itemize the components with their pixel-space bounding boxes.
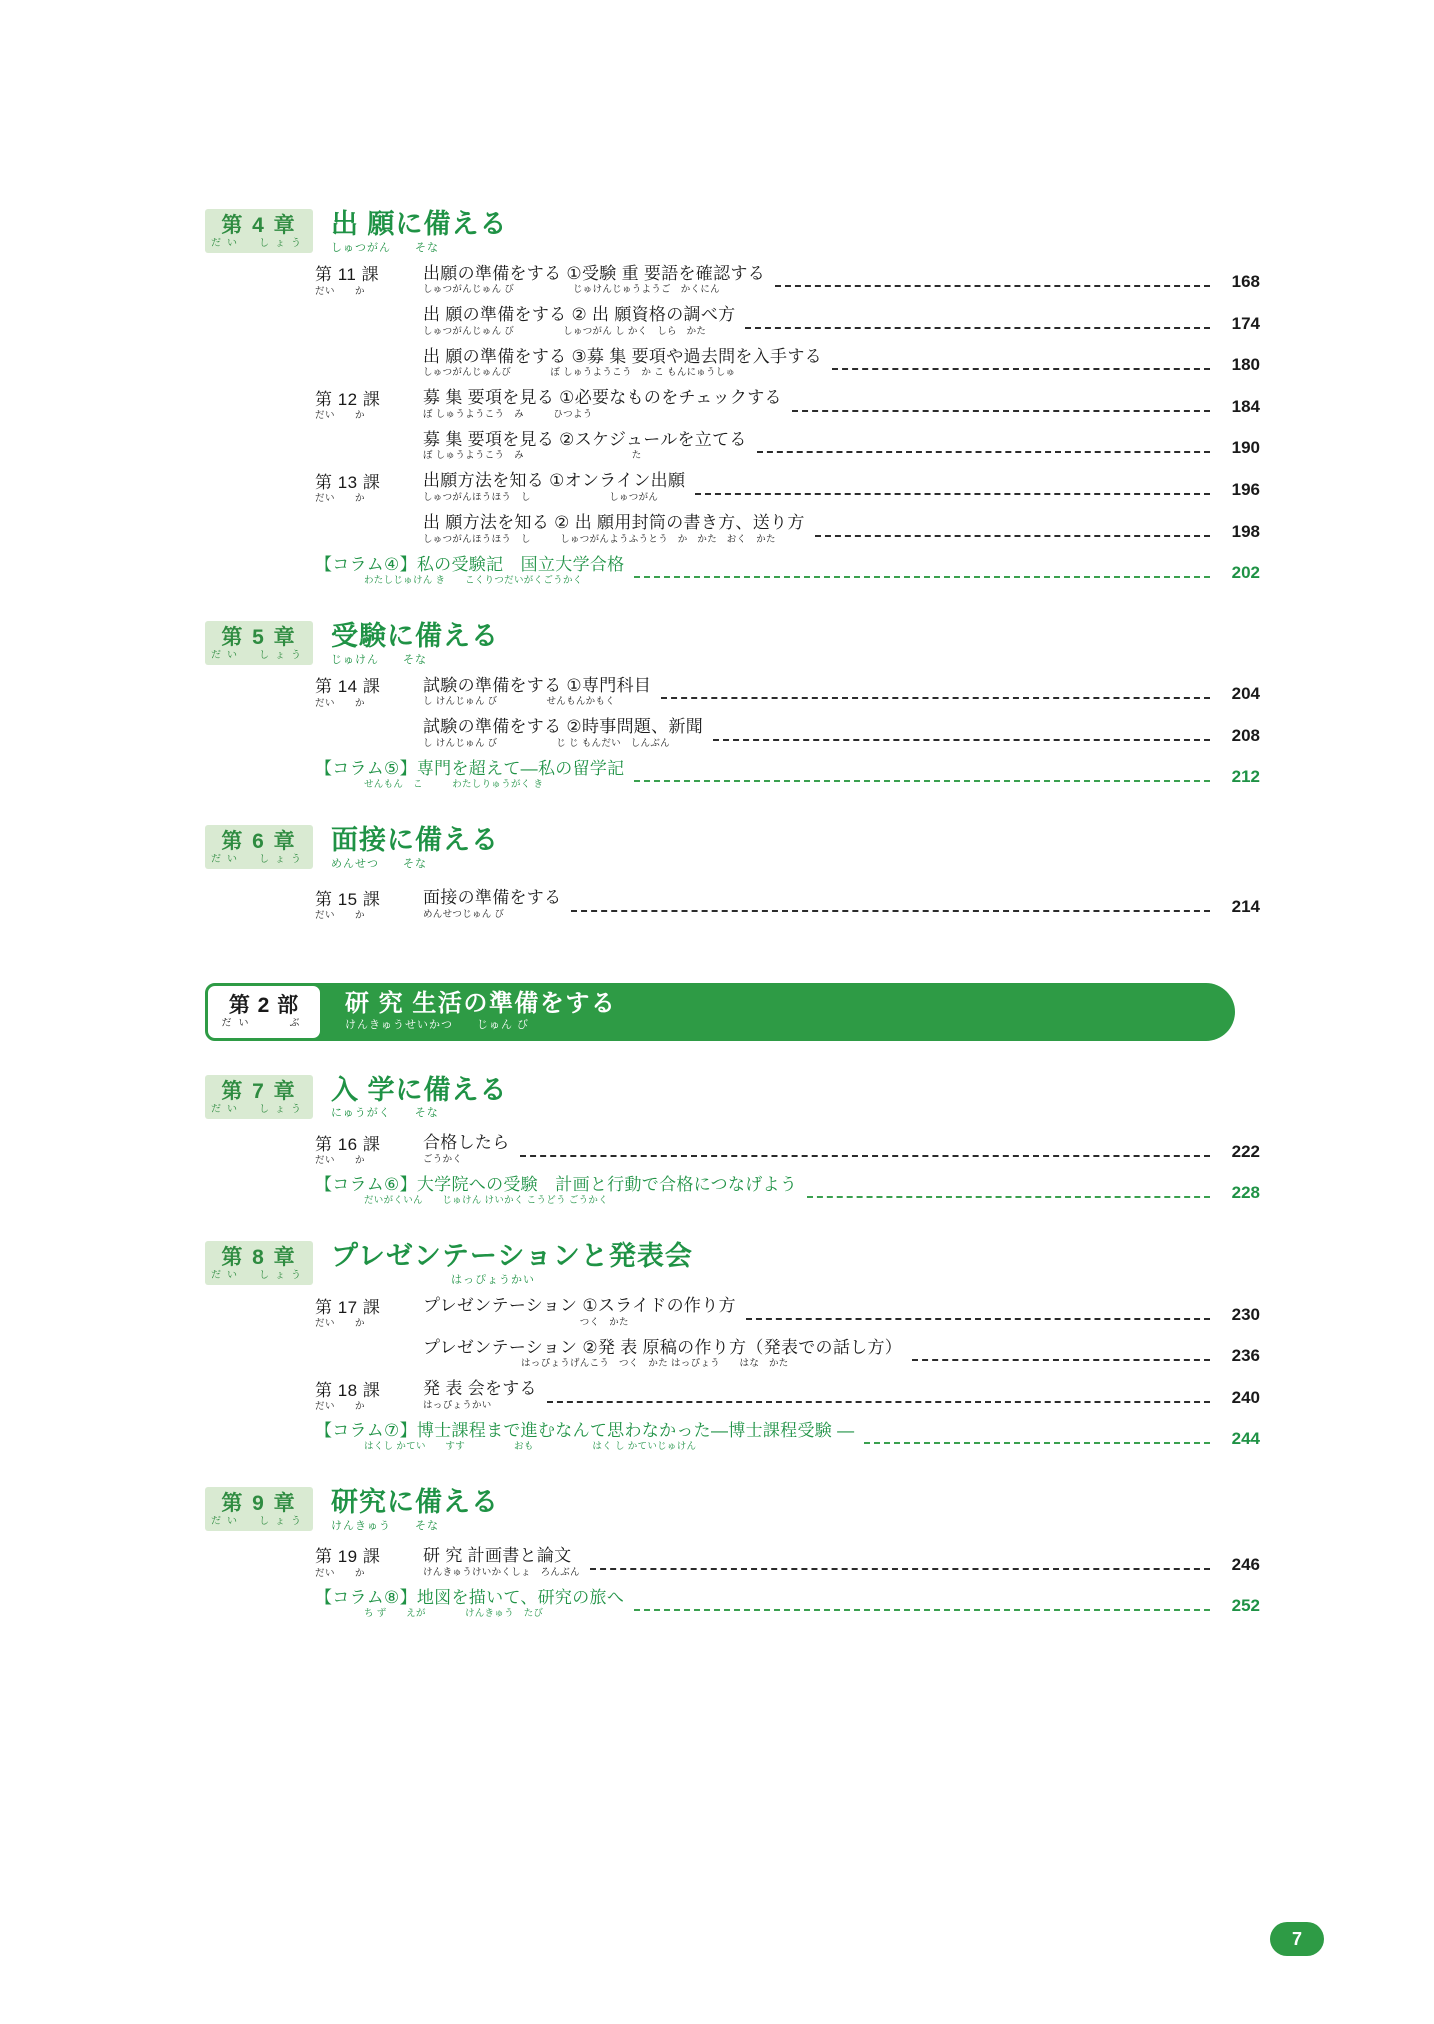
entry-title-text: 【コラム④】私の受験記 国立大学合格 bbox=[315, 554, 625, 574]
chapter-badge-label: 第 5 章 bbox=[221, 626, 297, 650]
entry-title-text: 研 究 計画書と論文 bbox=[423, 1545, 572, 1565]
entry-page-number: 180 bbox=[1231, 355, 1260, 375]
lesson-number-text: 第 18 課 bbox=[315, 1380, 381, 1400]
entry-title-ruby: しゅつがんじゅんび ぼ しゅうようこう か こ もんにゅうしゅ bbox=[423, 367, 736, 379]
entry-page-number: 204 bbox=[1231, 684, 1260, 704]
entry-title-ruby: し けんじゅん び せんもんかもく bbox=[423, 696, 616, 708]
chapter-badge-5 bbox=[205, 621, 313, 665]
entry-title-text: 募 集 要項を見る ①必要なものをチェックする bbox=[423, 388, 782, 408]
entry-page-number: 184 bbox=[1231, 396, 1260, 416]
chapter-badge-label: 第 6 章 bbox=[221, 830, 297, 854]
entry-page-number: 174 bbox=[1231, 313, 1260, 333]
chapter-badge-label: 第 8 章 bbox=[221, 1246, 297, 1270]
chapter-heading-9 bbox=[205, 1487, 1260, 1532]
chapter-badge-ruby: だい しょう bbox=[211, 1103, 307, 1115]
lesson-number bbox=[315, 677, 423, 708]
entry-page-number: 230 bbox=[1231, 1304, 1260, 1324]
chapter-badge-label: 第 4 章 bbox=[221, 214, 297, 237]
entry-title-text: 試験の準備をする ②時事問題、新聞 bbox=[423, 717, 704, 737]
lesson-number-text: 第 12 課 bbox=[315, 389, 381, 409]
entry-title-ruby: だいがくいん じゅけん けいかく こうどう ごうかく bbox=[315, 1195, 609, 1207]
toc-entry-column[interactable] bbox=[315, 1421, 1260, 1454]
chapter-badge-7 bbox=[205, 1075, 313, 1119]
entry-title-text: 試験の準備をする ①専門科目 bbox=[423, 675, 652, 695]
toc-entry[interactable] bbox=[315, 888, 1260, 921]
entry-title bbox=[423, 1379, 545, 1412]
chapter-title-ruby: めんせつ そな bbox=[331, 858, 427, 871]
leader-dots bbox=[832, 368, 1210, 370]
chapter-title-wrap-4 bbox=[331, 209, 508, 254]
entry-title-ruby: ぼ しゅうようこう み ひつよう bbox=[423, 408, 593, 420]
lesson-number-text: 第 14 課 bbox=[315, 677, 381, 697]
leader-dots bbox=[634, 1609, 1210, 1611]
lesson-number-text: 第 17 課 bbox=[315, 1297, 381, 1317]
part-title-ruby: けんきゅうせいかつ じゅん び bbox=[345, 1019, 530, 1032]
leader-dots bbox=[792, 410, 1210, 412]
toc-entry[interactable] bbox=[315, 1133, 1260, 1166]
entry-title bbox=[423, 1133, 518, 1166]
lesson-number-ruby: だい か bbox=[315, 1401, 366, 1413]
toc-entry[interactable] bbox=[315, 305, 1260, 338]
lesson-number-ruby: だい か bbox=[315, 1568, 366, 1580]
toc-entry[interactable] bbox=[315, 471, 1260, 504]
part-badge-ruby: だい ぶ bbox=[221, 1017, 307, 1029]
chapter-heading-7 bbox=[205, 1075, 1260, 1120]
lesson-number bbox=[315, 1381, 423, 1412]
chapter-heading-8 bbox=[205, 1241, 1260, 1286]
entry-title bbox=[423, 888, 569, 921]
part-badge bbox=[205, 983, 323, 1041]
entry-title bbox=[423, 717, 711, 750]
entry-title-ruby: つく かた bbox=[423, 1316, 629, 1328]
lesson-number bbox=[315, 390, 423, 421]
leader-dots bbox=[815, 535, 1210, 537]
lesson-number bbox=[315, 1298, 423, 1329]
lesson-number bbox=[315, 460, 423, 462]
lesson-number bbox=[315, 336, 423, 338]
lesson-number-text: 第 15 課 bbox=[315, 889, 381, 909]
toc-entry[interactable] bbox=[315, 1296, 1260, 1329]
entry-title-text: 募 集 要項を見る ②スケジュールを立てる bbox=[423, 429, 747, 449]
leader-dots bbox=[634, 576, 1210, 578]
leader-dots bbox=[590, 1568, 1210, 1570]
entry-page-number: 236 bbox=[1231, 1346, 1260, 1366]
entry-title-text: 発 表 会をする bbox=[423, 1379, 537, 1399]
entry-title bbox=[315, 1421, 862, 1454]
entry-title-text: 【コラム⑧】地図を描いて、研究の旅へ bbox=[315, 1587, 625, 1607]
toc-entry[interactable] bbox=[315, 1379, 1260, 1412]
entry-title bbox=[423, 430, 755, 463]
entry-title-ruby: ぼ しゅうようこう み た bbox=[423, 450, 642, 462]
toc-content bbox=[205, 175, 1260, 1620]
toc-entry[interactable] bbox=[315, 430, 1260, 463]
leader-dots bbox=[746, 1318, 1210, 1320]
leader-dots bbox=[634, 780, 1210, 782]
chapter-title-wrap-8 bbox=[331, 1241, 693, 1286]
leader-dots bbox=[757, 451, 1210, 453]
leader-dots bbox=[775, 285, 1210, 287]
chapter-badge-ruby: だい しょう bbox=[211, 1516, 307, 1528]
lesson-number bbox=[315, 377, 423, 379]
entry-title-ruby: しゅつがんほうほう し しゅつがんようふうとう か かた おく かた bbox=[423, 533, 776, 545]
chapter-badge-4 bbox=[205, 209, 313, 253]
entry-title bbox=[423, 1338, 910, 1371]
lesson-number-ruby: だい か bbox=[315, 697, 366, 709]
chapter-badge-8 bbox=[205, 1241, 313, 1285]
chapter-title-wrap-7 bbox=[331, 1075, 508, 1120]
chapter-heading-6 bbox=[205, 825, 1260, 870]
lesson-number bbox=[315, 748, 423, 750]
entry-title-text: 出 願方法を知る ② 出 願用封筒の書き方、送り方 bbox=[423, 512, 805, 532]
lesson-number-ruby: だい か bbox=[315, 1318, 366, 1330]
toc-entry[interactable] bbox=[315, 1338, 1260, 1371]
entry-title bbox=[315, 1588, 632, 1621]
entry-title-ruby: しゅつがんほうほう し しゅつがん bbox=[423, 491, 659, 503]
chapter-title: 面接に備える bbox=[331, 825, 499, 856]
chapter-badge-label: 第 9 章 bbox=[221, 1492, 297, 1516]
leader-dots bbox=[912, 1359, 1210, 1361]
entry-page-number: 190 bbox=[1231, 438, 1260, 458]
chapter-title: 受験に備える bbox=[331, 621, 499, 652]
leader-dots bbox=[695, 493, 1210, 495]
leader-dots bbox=[520, 1155, 1211, 1157]
entry-page-number: 208 bbox=[1231, 725, 1260, 745]
chapter-8-entries bbox=[315, 1296, 1260, 1453]
entry-title-text: 出願方法を知る ①オンライン出願 bbox=[423, 471, 686, 491]
lesson-number-ruby: だい か bbox=[315, 493, 366, 505]
entry-title-ruby: はっぴょうげんこう つく かた はっぴょう はな かた bbox=[423, 1358, 789, 1370]
toc-entry[interactable] bbox=[315, 1546, 1260, 1579]
page-folio: 7 bbox=[1270, 1922, 1324, 1956]
entry-title bbox=[423, 1546, 588, 1579]
entry-title bbox=[423, 347, 830, 380]
toc-entry[interactable] bbox=[315, 513, 1260, 546]
chapter-title-ruby: にゅうがく そな bbox=[331, 1107, 439, 1120]
chapter-badge-6 bbox=[205, 825, 313, 869]
entry-page-number: 214 bbox=[1231, 896, 1260, 916]
entry-title-ruby: せんもん こ わたしりゅうがく き bbox=[315, 779, 544, 791]
chapter-badge-9 bbox=[205, 1487, 313, 1531]
entry-title bbox=[315, 555, 632, 588]
entry-page-number: 244 bbox=[1231, 1429, 1260, 1449]
entry-page-number: 246 bbox=[1231, 1554, 1260, 1574]
entry-page-number: 240 bbox=[1231, 1387, 1260, 1407]
entry-title-ruby: ごうかく bbox=[423, 1153, 463, 1165]
chapter-badge-ruby: だい しょう bbox=[211, 238, 307, 249]
leader-dots bbox=[807, 1196, 1210, 1198]
chapter-9-entries bbox=[315, 1546, 1260, 1620]
lesson-number-ruby: だい か bbox=[315, 285, 366, 297]
chapter-title: 研究に備える bbox=[331, 1487, 499, 1518]
lesson-number-text: 第 13 課 bbox=[315, 472, 381, 492]
chapter-title: 出 願に備える bbox=[331, 209, 508, 239]
entry-title bbox=[423, 676, 659, 709]
leader-dots bbox=[713, 739, 1210, 741]
entry-page-number: 198 bbox=[1231, 521, 1260, 541]
chapter-title-ruby: じゅけん そな bbox=[331, 653, 427, 666]
entry-title-text: 出 願の準備をする ② 出 願資格の調べ方 bbox=[423, 305, 736, 325]
chapter-6-entries bbox=[315, 888, 1260, 921]
chapter-title-ruby: けんきゅう そな bbox=[331, 1519, 439, 1532]
chapter-5-entries bbox=[315, 676, 1260, 792]
chapter-title-ruby: はっぴょうかい bbox=[331, 1274, 535, 1287]
chapter-title-wrap-9 bbox=[331, 1487, 499, 1532]
toc-entry[interactable] bbox=[315, 388, 1260, 421]
entry-title bbox=[423, 388, 790, 421]
entry-title-text: 合格したら bbox=[423, 1133, 510, 1153]
lesson-number-ruby: だい か bbox=[315, 910, 366, 922]
lesson-number bbox=[315, 265, 423, 296]
lesson-number bbox=[315, 1547, 423, 1578]
chapter-badge-ruby: だい しょう bbox=[211, 1270, 307, 1282]
entry-title-text: 面接の準備をする bbox=[423, 888, 562, 908]
chapter-title: 入 学に備える bbox=[331, 1074, 508, 1105]
entry-page-number: 222 bbox=[1231, 1141, 1260, 1161]
chapter-badge-ruby: だい しょう bbox=[211, 854, 307, 866]
chapter-title-wrap-6 bbox=[331, 825, 499, 870]
toc-entry-column[interactable] bbox=[315, 1588, 1260, 1621]
lesson-number bbox=[315, 890, 423, 921]
entry-page-number: 228 bbox=[1231, 1183, 1260, 1203]
lesson-number-ruby: だい か bbox=[315, 410, 366, 422]
entry-title-text: 【コラム⑦】博士課程まで進むなんて思わなかった―博士課程受験 ― bbox=[315, 1420, 855, 1440]
lesson-number bbox=[315, 1368, 423, 1370]
entry-title-text: プレゼンテーション ①スライドの作り方 bbox=[423, 1296, 736, 1316]
leader-dots bbox=[745, 327, 1210, 329]
entry-title-ruby: しゅつがんじゅん び しゅつがん し かく しら かた bbox=[423, 325, 707, 337]
entry-title-ruby: し けんじゅん び じ じ もんだい しんぶん bbox=[423, 737, 670, 749]
chapter-heading-5 bbox=[205, 621, 1260, 666]
toc-entry[interactable] bbox=[315, 347, 1260, 380]
entry-title bbox=[315, 759, 632, 792]
entry-title-ruby: わたしじゅけん き こくりつだいがくごうかく bbox=[315, 575, 583, 587]
entry-title-ruby: はっぴょうかい bbox=[423, 1399, 492, 1411]
leader-dots bbox=[661, 697, 1210, 699]
entry-page-number: 168 bbox=[1231, 272, 1260, 292]
toc-entry[interactable] bbox=[315, 717, 1260, 750]
toc-entry[interactable] bbox=[315, 676, 1260, 709]
entry-title bbox=[423, 305, 743, 338]
lesson-number-ruby: だい か bbox=[315, 1155, 366, 1167]
entry-title-text: プレゼンテーション ②発 表 原稿の作り方（発表での話し方） bbox=[423, 1337, 903, 1357]
entry-title bbox=[315, 1175, 805, 1208]
chapter-badge-label: 第 7 章 bbox=[221, 1079, 297, 1103]
lesson-number-text: 第 19 課 bbox=[315, 1547, 381, 1567]
chapter-4-entries bbox=[315, 264, 1260, 587]
leader-dots bbox=[547, 1401, 1210, 1403]
entry-page-number: 196 bbox=[1231, 479, 1260, 499]
leader-dots bbox=[864, 1442, 1210, 1444]
entry-title-ruby: めんせつじゅん び bbox=[423, 908, 505, 920]
entry-title bbox=[423, 264, 773, 297]
entry-title-ruby: しゅつがんじゅん び じゅけんじゅうようご かくにん bbox=[423, 284, 720, 296]
lesson-number bbox=[315, 473, 423, 504]
toc-entry-column[interactable] bbox=[315, 555, 1260, 588]
chapter-badge-ruby: だい しょう bbox=[211, 650, 307, 662]
entry-title-text: 出 願の準備をする ③募 集 要項や過去問を入手する bbox=[423, 346, 822, 366]
entry-page-number: 202 bbox=[1231, 563, 1260, 583]
chapter-title: プレゼンテーションと発表会 bbox=[331, 1241, 693, 1272]
entry-page-number: 252 bbox=[1231, 1596, 1260, 1616]
entry-title bbox=[423, 471, 693, 504]
toc-entry-column[interactable] bbox=[315, 759, 1260, 792]
chapter-7-entries bbox=[315, 1133, 1260, 1207]
entry-page-number: 212 bbox=[1231, 767, 1260, 787]
toc-entry[interactable] bbox=[315, 264, 1260, 297]
leader-dots bbox=[571, 910, 1210, 912]
entry-title-ruby: はくし かてい すす おも はく し かていじゅけん bbox=[315, 1441, 697, 1453]
chapter-heading-4 bbox=[205, 209, 1260, 254]
toc-entry-column[interactable] bbox=[315, 1175, 1260, 1208]
part-badge-label: 第 2 部 bbox=[228, 993, 300, 1017]
entry-title-ruby: ち ず えが けんきゅう たび bbox=[315, 1608, 544, 1620]
chapter-title-ruby: しゅつがん そな bbox=[331, 241, 439, 254]
entry-title bbox=[423, 513, 813, 546]
entry-title bbox=[423, 1296, 744, 1329]
lesson-number-text: 第 16 課 bbox=[315, 1134, 381, 1154]
entry-title-text: 出願の準備をする ①受験 重 要語を確認する bbox=[423, 263, 766, 283]
lesson-number bbox=[315, 544, 423, 546]
entry-title-text: 【コラム⑥】大学院への受験 計画と行動で合格につなげよう bbox=[315, 1174, 798, 1194]
part-text bbox=[345, 991, 616, 1031]
lesson-number-text: 第 11 課 bbox=[315, 265, 380, 285]
lesson-number bbox=[315, 1135, 423, 1166]
part-title: 研 究 生活の準備をする bbox=[345, 989, 617, 1017]
part-banner bbox=[205, 983, 1235, 1041]
entry-title-text: 【コラム⑤】専門を超えて―私の留学記 bbox=[315, 758, 625, 778]
entry-title-ruby: けんきゅうけいかくしょ ろんぶん bbox=[423, 1566, 580, 1578]
chapter-title-wrap-5 bbox=[331, 621, 499, 666]
